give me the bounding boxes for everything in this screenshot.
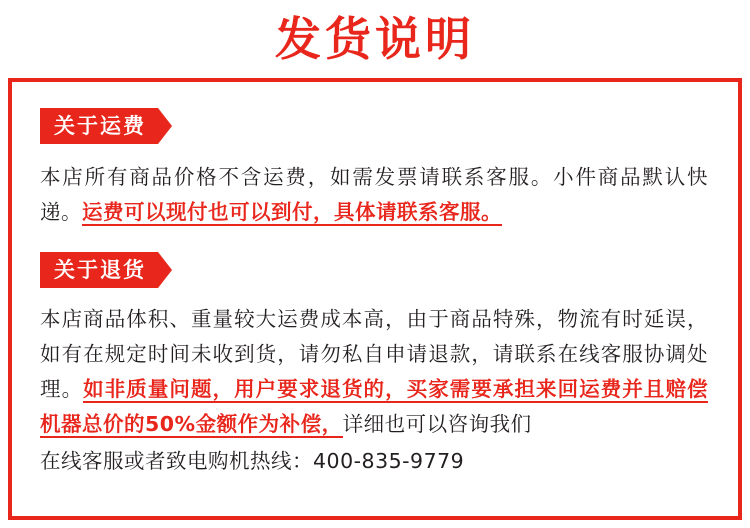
text-plain-2: 本店商品体积、重量较大运费成本高，由于商品特殊，物流有时延误，如有在规定时间未收到货，请勿私自申请退款，请联系在线客服协调处理。 [40, 307, 708, 401]
section-shipping-fee-badge: 关于运费 [40, 108, 172, 144]
notice-content [40, 108, 708, 479]
text-highlight-1: 运费可以现付也可以到付，具体请联系客服。 [82, 200, 502, 224]
section-shipping-fee [40, 108, 708, 230]
text-plain-1: 本店所有商品价格不含运费，如需发票请联系客服。小件商品默认快递。 [40, 165, 708, 224]
page-title: 发货说明 [275, 12, 475, 66]
text-plain-3: 详细也可以咨询我们 [342, 412, 532, 436]
section-shipping-fee-body [40, 160, 708, 230]
section-returns-body [40, 302, 708, 479]
text-highlight-2: 如非质量问题，用户要求退货的，买家需要承担来回运费并且赔偿机器总价的50%金额作为补偿， [40, 377, 709, 436]
hotline-text: 在线客服或者致电购机热线：400-835-9779 [40, 449, 465, 473]
section-returns [40, 252, 708, 479]
section-returns-badge: 关于退货 [40, 252, 172, 288]
